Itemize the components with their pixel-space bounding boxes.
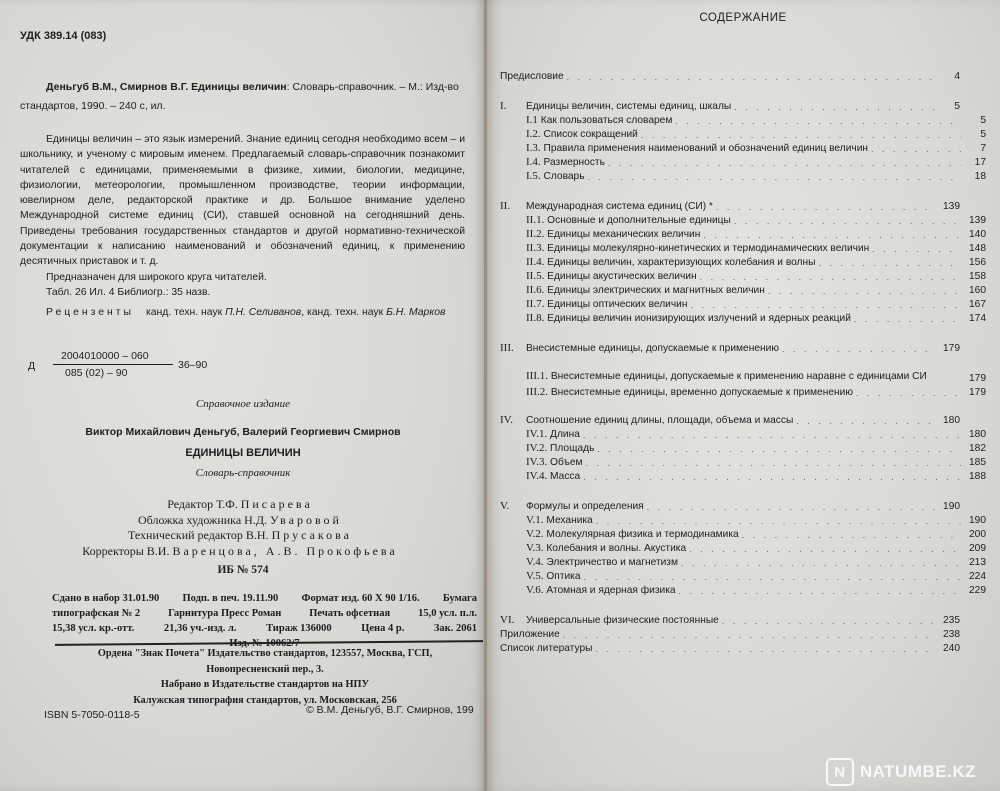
leader-dots — [818, 258, 961, 268]
catalog-denominator: 085 (02) – 90 — [65, 367, 128, 379]
toc-page: 5 — [954, 101, 960, 112]
leader-dots — [608, 158, 961, 168]
print-field: Гарнитура Пресс Роман — [168, 608, 282, 619]
toc-entry — [500, 268, 986, 282]
toc-entry — [500, 310, 986, 324]
book-subtitle: Словарь-справочник — [195, 467, 291, 479]
natumbe-logo-icon: N — [826, 758, 854, 786]
toc-page: 148 — [969, 243, 986, 254]
toc-page: 4 — [954, 71, 960, 82]
toc-number: I.4. — [526, 156, 541, 168]
leader-dots — [716, 202, 935, 212]
toc-page: 224 — [969, 571, 986, 582]
print-field: Бумага — [442, 593, 477, 604]
print-field: типографская № 2 — [52, 608, 141, 619]
toc-number: II.7. — [526, 298, 545, 310]
toc-page: 235 — [943, 615, 960, 626]
toc-entry — [500, 140, 986, 154]
toc-number: II.6. — [526, 284, 545, 296]
annotation-paragraph: Единицы величин – это язык измерений. Знание единиц сегодня необходимо всем – и школьнику, и ученому с мировым именем. Предлагаемый словарь-справочник познакомит читателей с единицами, применяемыми в физике, химии, биологии, медицине, физиологии, метеорологии, промышленном производстве, теории информации, ювелирном деле, редакторской практике и др. Большое внимание уделено Международной системе единиц (СИ), ставшей основной на сегодняшний день. Приведены требования государственных стандартов и другой нормативно-технической документации к написанию наименований и обозначений единиц, к применению десятичных приставок и т. д. — [20, 134, 465, 268]
toc-entry — [500, 582, 986, 596]
catalog-prefix: Д — [28, 360, 36, 372]
toc-title: СОДЕРЖАНИЕ — [699, 12, 787, 24]
toc-entry — [500, 154, 986, 168]
toc-page: 174 — [969, 313, 986, 324]
toc-number: I. — [500, 100, 507, 112]
toc-label: Единицы величин, характеризующих колебания и волны — [547, 257, 816, 268]
toc-label: Единицы оптических величин — [547, 299, 688, 310]
leader-dots — [703, 230, 961, 240]
toc-label: Основные и дополнительные единицы — [547, 215, 731, 226]
toc-label: Внесистемные единицы, допускаемые к применению наравне с единицами СИ — [550, 371, 927, 382]
toc-number: V.1. — [526, 514, 544, 526]
toc-entry — [500, 454, 986, 468]
bibliographic-record — [20, 78, 465, 116]
toc-label: Универсальные физические постоянные — [526, 615, 719, 626]
toc-entry — [500, 98, 960, 112]
toc-page: 179 — [969, 387, 986, 398]
toc-label: Правила применения наименований и обозначений единиц величин — [543, 143, 869, 154]
toc-label: Длина — [550, 429, 580, 440]
toc-entry — [500, 282, 986, 296]
toc-page: 190 — [943, 501, 960, 512]
book-spine — [484, 0, 487, 791]
copyright: © В.М. Деньгуб, В.Г. Смирнов, 199 — [306, 704, 474, 716]
toc-label: Оптика — [546, 571, 581, 582]
staff-name: Варенцова, А.В. Прокофьева — [172, 543, 398, 558]
leader-dots — [597, 444, 961, 454]
leader-dots — [768, 286, 961, 296]
toc-label: Как пользоваться словарем — [540, 115, 673, 126]
toc-number: IV.1. — [526, 428, 548, 440]
toc-number: II.3. — [526, 242, 545, 254]
toc-number: I.1 — [526, 114, 538, 126]
staff-line — [40, 513, 440, 529]
edition-type: Справочное издание — [195, 398, 291, 410]
toc-label: Атомная и ядерная физика — [546, 585, 676, 596]
toc-label: Соотношение единиц длины, площади, объема и массы — [526, 415, 794, 426]
leader-dots — [584, 572, 961, 582]
watermark — [826, 758, 976, 786]
print-line — [52, 621, 477, 636]
toc-entry — [500, 168, 986, 182]
annotation — [20, 132, 465, 300]
staff-role: Технический редактор В.Н. — [128, 528, 269, 542]
udk-code: УДК 389.14 (083) — [20, 30, 107, 42]
toc-entry — [500, 640, 960, 654]
toc-label: Единицы акустических величин — [547, 271, 697, 282]
reviewer-degree: , канд. техн. наук — [301, 307, 387, 318]
toc-page: 200 — [969, 529, 986, 540]
toc-entry — [500, 468, 986, 482]
toc-number: I.3. — [526, 142, 541, 154]
full-authors: Виктор Михайлович Деньгуб, Валерий Георгиевич Смирнов — [85, 426, 401, 438]
toc-entry — [500, 554, 986, 568]
toc-label: Единицы механических величин — [547, 229, 701, 240]
leader-dots — [734, 102, 935, 112]
toc-label: Единицы молекулярно-кинетических и термодинамических величин — [547, 243, 870, 254]
toc-label: Молекулярная физика и термодинамика — [546, 529, 739, 540]
toc-label: Список сокращений — [543, 129, 638, 140]
toc-number: II.8. — [526, 312, 545, 324]
leader-dots — [595, 644, 935, 654]
leader-dots — [856, 388, 961, 398]
toc-entry — [500, 426, 986, 440]
annotation-audience: Предназначен для широкого круга читателей. — [46, 271, 267, 283]
toc-entry — [500, 440, 986, 454]
toc-number: V.3. — [526, 542, 544, 554]
staff-role: Редактор Т.Ф. — [167, 497, 238, 511]
toc-page: 180 — [943, 415, 960, 426]
print-field: 21,36 уч.-изд. л. — [163, 623, 237, 634]
leader-dots — [583, 472, 961, 482]
toc-number: III.2. — [526, 386, 548, 398]
toc-number: IV.4. — [526, 470, 548, 482]
toc-page: 209 — [969, 543, 986, 554]
print-line — [52, 591, 477, 606]
toc-entry — [500, 240, 986, 254]
toc-page: 182 — [969, 443, 986, 454]
toc-entry — [500, 340, 960, 354]
toc-label: Механика — [546, 515, 593, 526]
toc-label: Площадь — [550, 443, 595, 454]
toc-page: 5 — [980, 129, 986, 140]
toc-entry — [500, 112, 986, 126]
leader-dots — [700, 272, 961, 282]
toc-entry — [500, 226, 986, 240]
toc-number: V.4. — [526, 556, 544, 568]
leader-dots — [872, 244, 961, 254]
toc-entry — [500, 512, 986, 526]
toc-number: IV. — [500, 414, 513, 426]
toc-entry — [500, 384, 986, 398]
toc-number: I.5. — [526, 170, 541, 182]
publisher-line: Набрано в Издательстве стандартов на НПУ — [160, 679, 370, 690]
leader-dots — [734, 216, 961, 226]
toc-label: Масса — [550, 471, 581, 482]
toc-page: 229 — [969, 585, 986, 596]
toc-number: II.5. — [526, 270, 545, 282]
leader-dots — [742, 530, 961, 540]
toc-number: III.1. — [526, 370, 548, 382]
toc-label: Внесистемные единицы, допускаемые к применению — [526, 343, 779, 354]
leader-dots — [796, 416, 935, 426]
toc-entry — [500, 198, 960, 212]
bibliographic-authors: Деньгуб В.М., Смирнов В.Г. Единицы величин — [46, 81, 287, 93]
toc-number: I.2. — [526, 128, 541, 140]
staff-line — [40, 528, 440, 544]
toc-entry — [500, 526, 986, 540]
toc-label: Формулы и определения — [526, 501, 644, 512]
toc-entry — [500, 626, 960, 640]
annotation-stats: Табл. 26 Ил. 4 Библиогр.: 35 назв. — [46, 286, 211, 298]
toc-page: 213 — [969, 557, 986, 568]
toc-label: Словарь — [543, 171, 585, 182]
staff-line — [40, 497, 440, 513]
toc-entry — [500, 412, 960, 426]
reviewers-label: Рецензенты — [46, 307, 134, 318]
order-number: Зак. 2061 — [433, 623, 477, 634]
toc-label: Электричество и магнетизм — [546, 557, 678, 568]
catalog-numerator: 2004010000 – 060 — [53, 350, 173, 365]
toc-page: 158 — [969, 271, 986, 282]
reviewer-degree: канд. техн. наук — [146, 307, 226, 318]
toc-page: 156 — [969, 257, 986, 268]
print-field: Подп. в печ. 19.11.90 — [182, 593, 279, 604]
toc-page: 160 — [969, 285, 986, 296]
leader-dots — [641, 130, 961, 140]
toc-page: 179 — [969, 373, 986, 384]
toc-label: Единицы электрических и магнитных величин — [547, 285, 765, 296]
toc-number: IV.3. — [526, 456, 548, 468]
toc-page: 238 — [943, 629, 960, 640]
toc-page: 180 — [969, 429, 986, 440]
toc-entry — [500, 354, 986, 384]
toc-number: V.6. — [526, 584, 544, 596]
publisher-line: Ордена "Знак Почета" Издательство стандартов, 123557, Москва, ГСП, — [97, 648, 433, 659]
toc-entry — [500, 296, 986, 310]
toc-page: 139 — [969, 215, 986, 226]
toc-page: 7 — [980, 143, 986, 154]
reviewer-name: Б.Н. Марков — [386, 307, 446, 318]
toc-entry — [500, 612, 960, 626]
catalog-fraction — [53, 350, 173, 379]
toc-page: 139 — [943, 201, 960, 212]
staff-name: Писарева — [240, 497, 313, 511]
toc-number: II.1. — [526, 214, 545, 226]
staff-role: Обложка художника Н.Д. — [138, 512, 267, 527]
book-title: ЕДИНИЦЫ ВЕЛИЧИН — [185, 447, 301, 459]
staff-credits — [40, 497, 440, 559]
toc-page: 185 — [969, 457, 986, 468]
toc-number: V.5. — [526, 570, 544, 582]
print-field: 15,38 усл. кр.-отт. — [52, 623, 135, 634]
leader-dots — [583, 430, 961, 440]
toc-page: 190 — [969, 515, 986, 526]
toc-number: II.2. — [526, 228, 545, 240]
toc-label: Объем — [550, 457, 583, 468]
toc-number: II. — [500, 200, 511, 212]
leader-dots — [690, 300, 961, 310]
publisher-line: Калужская типография стандартов, ул. Московская, 256 — [133, 694, 397, 706]
print-field: Тираж 136000 — [266, 623, 332, 634]
leader-dots — [567, 72, 935, 82]
leader-dots — [679, 586, 961, 596]
staff-line — [40, 544, 440, 560]
print-line — [52, 606, 477, 621]
leader-dots — [689, 544, 961, 554]
toc-page: 188 — [969, 471, 986, 482]
toc-page: 179 — [943, 343, 960, 354]
print-field: Сдано в набор 31.01.90 — [52, 593, 160, 604]
toc-page: 167 — [969, 299, 986, 310]
toc-entry — [500, 212, 986, 226]
staff-name: Уваровой — [270, 512, 342, 527]
publisher-line: Новопресненский пер., 3. — [206, 663, 324, 675]
toc-entry — [500, 568, 986, 582]
leader-dots — [586, 458, 961, 468]
leader-dots — [854, 314, 961, 324]
toc-entry — [500, 254, 986, 268]
leader-dots — [871, 144, 961, 154]
staff-name: Прусакова — [271, 528, 352, 542]
isbn: ISBN 5-7050-0118-5 — [44, 709, 140, 721]
print-field: Формат изд. 60 X 90 1/16. — [301, 593, 420, 604]
toc-page: 240 — [943, 643, 960, 654]
reviewers — [20, 303, 465, 323]
toc-page: 5 — [980, 115, 986, 126]
toc-number: IV.2. — [526, 442, 548, 454]
toc-label: Международная система единиц (СИ) * — [526, 201, 713, 212]
print-field: 15,0 усл. п.л. — [418, 608, 477, 619]
toc-entry — [500, 126, 986, 140]
toc-number: VI. — [500, 614, 515, 626]
toc-entry — [500, 68, 960, 82]
ib-number: ИБ № 574 — [217, 564, 269, 576]
staff-role: Корректоры В.И. — [82, 543, 170, 558]
toc-page: 140 — [969, 229, 986, 240]
publisher-info — [50, 646, 480, 708]
reviewer-name: П.Н. Селиванов — [225, 307, 302, 318]
toc-number: III. — [500, 342, 514, 354]
toc-label: Список литературы — [500, 643, 593, 654]
print-field: Печать офсетная — [309, 608, 391, 619]
toc-label: Размерность — [543, 157, 605, 168]
toc-label: Внесистемные единицы, временно допускаемые к применению — [550, 387, 853, 398]
catalog-suffix: 36–90 — [178, 359, 208, 371]
leader-dots — [681, 558, 961, 568]
leader-dots — [722, 616, 935, 626]
leader-dots — [782, 344, 935, 354]
toc-page: 18 — [974, 171, 986, 182]
toc-label: Колебания и волны. Акустика — [546, 543, 687, 554]
bibliographic-details: : Словарь-справочник. – М.: Изд-во стандартов, 1990. – 240 с, ил. — [20, 81, 459, 112]
print-field: Цена 4 р. — [361, 623, 405, 634]
toc-entry — [500, 498, 960, 512]
leader-dots — [647, 502, 935, 512]
leader-dots — [588, 172, 961, 182]
toc-label: Единицы величин ионизирующих излучений и ядерных реакций — [547, 313, 851, 324]
leader-dots — [675, 116, 961, 126]
toc-number: V.2. — [526, 528, 544, 540]
toc-page: 17 — [974, 157, 986, 168]
toc-label: Приложение — [500, 629, 560, 640]
leader-dots — [563, 630, 935, 640]
toc-number: V. — [500, 500, 510, 512]
toc-label: Единицы величин, системы единиц, шкалы — [526, 101, 732, 112]
toc-label: Предисловие — [500, 71, 564, 82]
toc-number: II.4. — [526, 256, 545, 268]
toc-entry — [500, 540, 986, 554]
watermark-text: NATUMBE.KZ — [859, 762, 976, 781]
leader-dots — [596, 516, 961, 526]
